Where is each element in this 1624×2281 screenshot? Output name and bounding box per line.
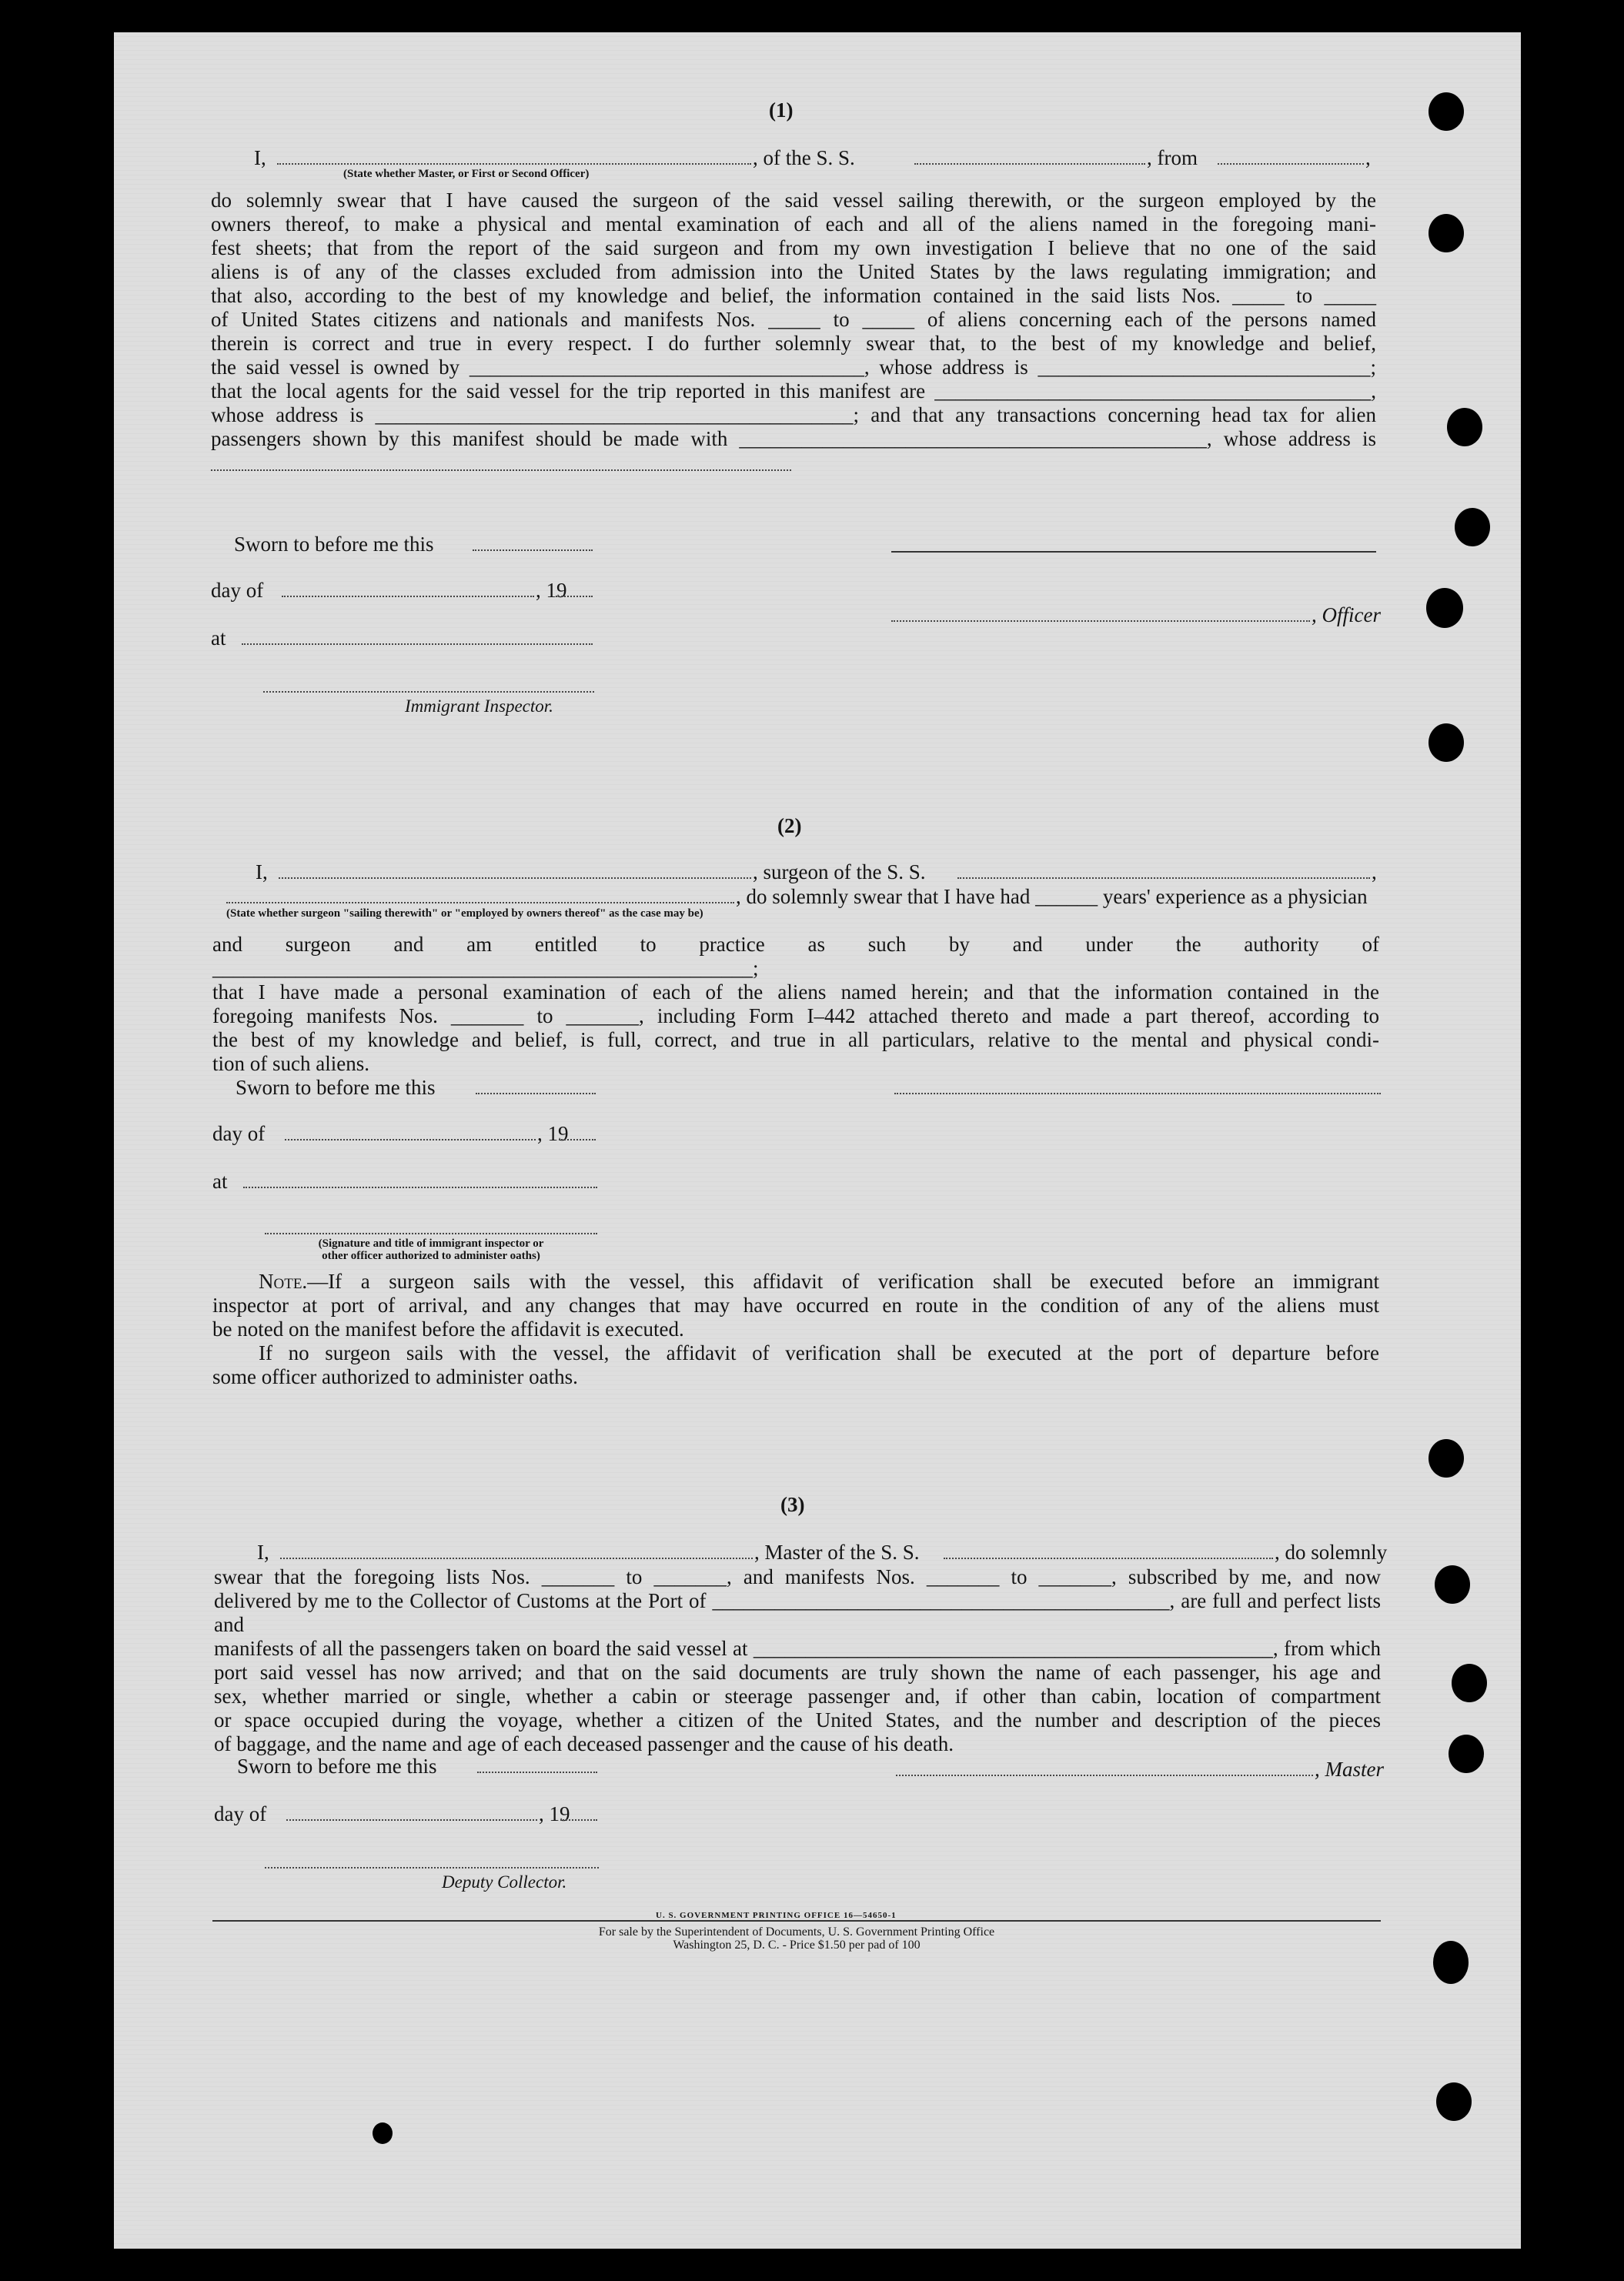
paragraph-line: that I have made a personal examination of each of the aliens named herein; and that the information contained in the xyxy=(212,980,1379,1004)
punch-hole xyxy=(1433,1941,1469,1984)
note-paragraph xyxy=(212,1270,1379,1389)
day-of-label: day of xyxy=(212,1122,266,1145)
signature-line xyxy=(265,1867,599,1869)
paragraph-line: therein is correct and true in every respect. I do further solemnly swear that, to the best of my knowledge and belief, xyxy=(211,332,1376,355)
paragraph-line: passengers shown by this manifest should be made with _____________________________________________, whose address is xyxy=(211,427,1376,450)
paragraph-line: or space occupied during the voyage, whether a citizen of the United States, and the number and description of the pieces xyxy=(214,1708,1381,1732)
paragraph-line: owners thereof, to make a physical and mental examination of each and all of the aliens named in the foregoing mani- xyxy=(211,212,1376,235)
paragraph-line: and surgeon and am entitled to practice as such by and under the authority of ____________________________________________________; xyxy=(212,933,1379,980)
punch-hole xyxy=(1436,2082,1472,2121)
note-line: some officer authorized to administer oaths. xyxy=(212,1365,578,1388)
footer-rule xyxy=(212,1920,1381,1922)
fill-line xyxy=(279,877,751,879)
paragraph-line: the said vessel is owned by ______________________________________, whose address is ________________________________; xyxy=(211,356,1376,379)
note-line: If no surgeon sails with the vessel, the affidavit of verification shall be executed at the port of departure before xyxy=(259,1341,1379,1364)
sworn-label: Sworn to before me this xyxy=(234,533,434,556)
punch-hole xyxy=(1435,1565,1470,1604)
text: , xyxy=(1372,860,1377,883)
punch-hole xyxy=(1429,92,1464,131)
oath-paragraph xyxy=(214,1565,1381,1756)
punch-hole xyxy=(1455,508,1490,546)
at-label: at xyxy=(212,1170,228,1193)
paragraph-line: foregoing manifests Nos. _______ to _______, including Form I–442 attached thereto and made a part thereof, according to xyxy=(212,1004,1379,1027)
fill-line xyxy=(277,163,751,165)
fill-line xyxy=(286,1819,537,1821)
fill-line xyxy=(556,596,593,597)
signer-caption: Immigrant Inspector. xyxy=(405,696,553,716)
fill-line xyxy=(473,549,593,551)
fill-line xyxy=(914,163,1145,165)
punch-hole xyxy=(1429,1439,1464,1478)
text: , Master of the S. S. xyxy=(754,1541,920,1564)
fill-line xyxy=(957,877,1370,879)
text: , do solemnly swear that I have had ______ years' experience as a physician xyxy=(736,885,1368,908)
note-line xyxy=(212,1270,1379,1294)
year-label: , 19 xyxy=(536,579,567,602)
paragraph-line: port said vessel has now arrived; and that on the said documents are truly shown the name of each passenger, his age and xyxy=(214,1661,1381,1684)
section-number: (3) xyxy=(780,1493,805,1516)
fill-line xyxy=(477,1772,597,1773)
signer-caption: Deputy Collector. xyxy=(442,1872,567,1892)
year-label: , 19 xyxy=(537,1122,569,1145)
officer-caption: , Officer xyxy=(1312,603,1381,626)
punch-hole xyxy=(1449,1735,1484,1773)
paragraph-line: sex, whether married or single, whether a cabin or steerage passenger and, if other than cabin, location of compartment xyxy=(214,1685,1381,1708)
note-label: Note. xyxy=(259,1270,308,1293)
paragraph-line: manifests of all the passengers taken on board the said vessel at __________________________________________________, from which xyxy=(214,1637,1381,1660)
section-number: (2) xyxy=(777,814,802,837)
paragraph-line: the best of my knowledge and belief, is full, correct, and true in all particulars, relative to the mental and physical condi- xyxy=(212,1028,1379,1051)
fill-line xyxy=(1218,163,1364,165)
paragraph-line: tion of such aliens. xyxy=(212,1052,369,1075)
fill-line xyxy=(285,1139,536,1140)
fill-line xyxy=(280,1558,753,1559)
sworn-label: Sworn to before me this xyxy=(236,1076,436,1099)
paragraph-line: delivered by me to the Collector of Customs at the Port of ____________________________________________, are full and perfect lists and xyxy=(214,1589,1381,1636)
fill-line xyxy=(243,1187,597,1188)
text: , surgeon of the S. S. xyxy=(753,860,926,883)
at-label: at xyxy=(211,626,226,650)
fill-line xyxy=(559,1139,596,1140)
ink-spot xyxy=(373,2122,393,2144)
year-label: , 19 xyxy=(539,1802,570,1825)
paragraph-line: whose address is ______________________________________________; and that any transactions concerning head tax for alien xyxy=(211,403,1376,426)
fill-line xyxy=(560,1819,597,1821)
fill-line xyxy=(226,902,734,903)
paragraph-line: aliens is of any of the classes excluded from admission into the United States by the laws regulating immigration; and xyxy=(211,260,1376,283)
footer-line: Washington 25, D. C. - Price $1.50 per pad of 100 xyxy=(673,1939,921,1952)
caption: (State whether Master, or First or Second Officer) xyxy=(343,168,590,180)
day-of-label: day of xyxy=(214,1802,267,1825)
signature-line xyxy=(891,620,1310,622)
caption: (State whether surgeon "sailing therewith" or "employed by owners thereof" as the case may be) xyxy=(226,907,703,920)
text: I, xyxy=(256,860,268,883)
fill-line xyxy=(242,643,593,645)
note-line: inspector at port of arrival, and any changes that may have occurred en route in the condition of any of the aliens must xyxy=(212,1294,1379,1317)
paragraph-line: that the local agents for the said vessel for the trip reported in this manifest are __________________________________________, xyxy=(211,379,1376,402)
signature-line xyxy=(265,1233,597,1234)
signature-line xyxy=(894,1093,1381,1094)
text: I, xyxy=(257,1541,269,1564)
section-number: (1) xyxy=(769,99,794,122)
fill-line xyxy=(944,1558,1273,1559)
note-line: be noted on the manifest before the affidavit is executed. xyxy=(212,1318,684,1341)
paragraph-line: swear that the foregoing lists Nos. _______ to _______, and manifests Nos. _______ to _______, subscribed by me, and now xyxy=(214,1565,1381,1588)
signature-line xyxy=(891,551,1376,553)
text: I, xyxy=(254,146,266,169)
punch-hole xyxy=(1429,214,1464,252)
text: , of the S. S. xyxy=(753,146,855,169)
paragraph-line: fest sheets; that from the report of the said surgeon and from my own investigation I believe that no one of the said xyxy=(211,236,1376,259)
paragraph-line: do solemnly swear that I have caused the surgeon of the said vessel sailing therewith, or the surgeon employed by the xyxy=(211,189,1376,212)
signer-caption: (Signature and title of immigrant inspector or xyxy=(318,1237,544,1250)
text: , do solemnly xyxy=(1275,1541,1388,1564)
signature-line xyxy=(896,1775,1313,1776)
fill-line xyxy=(476,1093,596,1094)
printer-line: U. S. GOVERNMENT PRINTING OFFICE 16—54650-1 xyxy=(656,1911,897,1920)
document-page xyxy=(114,32,1521,2249)
fill-line xyxy=(282,596,534,597)
paragraph-line: of United States citizens and nationals and manifests Nos. _____ to _____ of aliens concerning each of the persons named xyxy=(211,308,1376,331)
master-caption: , Master xyxy=(1315,1758,1384,1781)
oath-paragraph xyxy=(212,933,1379,1076)
signer-caption: other officer authorized to administer oaths) xyxy=(322,1250,540,1262)
paragraph-line: that also, according to the best of my knowledge and belief, the information contained in the said lists Nos. _____ to _____ xyxy=(211,284,1376,307)
fill-line xyxy=(211,469,791,471)
punch-hole xyxy=(1452,1664,1487,1702)
day-of-label: day of xyxy=(211,579,264,602)
punch-hole xyxy=(1426,588,1463,628)
note-text: —If a surgeon sails with the vessel, this affidavit of verification shall be executed before an immigrant xyxy=(307,1270,1379,1293)
paragraph-line: of baggage, and the name and age of each deceased passenger and the cause of his death. xyxy=(214,1732,954,1755)
text: , xyxy=(1365,146,1371,169)
punch-hole xyxy=(1447,408,1482,446)
punch-hole xyxy=(1429,723,1464,762)
sworn-label: Sworn to before me this xyxy=(237,1755,437,1778)
oath-paragraph xyxy=(211,189,1376,451)
text: , from xyxy=(1147,146,1198,169)
footer-line: For sale by the Superintendent of Documents, U. S. Government Printing Office xyxy=(598,1925,995,1939)
signature-line xyxy=(263,691,594,693)
